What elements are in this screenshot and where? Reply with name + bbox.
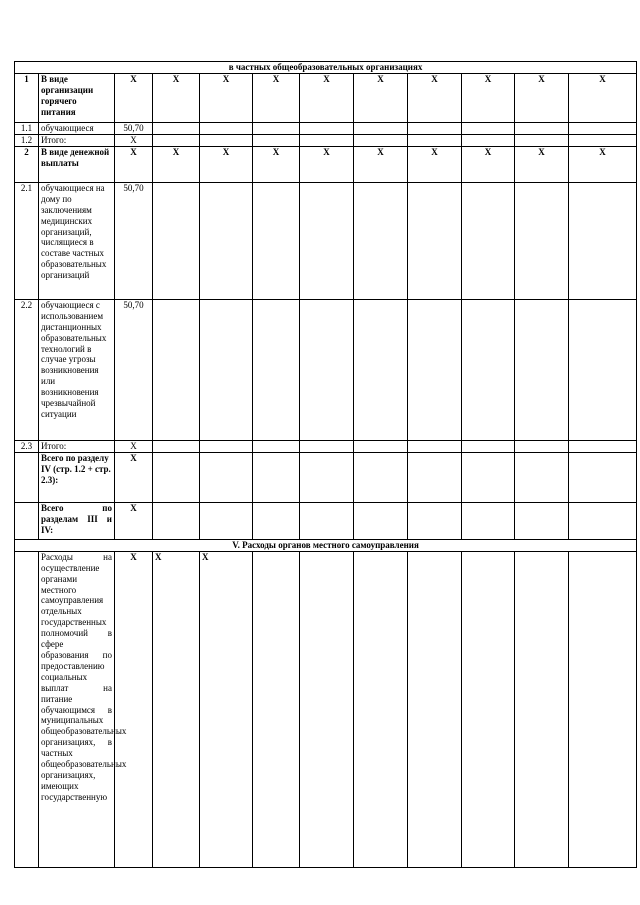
- rate-value: 50,70: [115, 122, 153, 134]
- row-number: 1.2: [15, 134, 39, 146]
- x-mark: Х: [200, 73, 253, 122]
- x-mark: Х: [569, 73, 637, 122]
- row-number: 1.1: [15, 122, 39, 134]
- x-mark: Х: [515, 146, 569, 182]
- row-label: обучающиеся: [39, 122, 115, 134]
- table-row: [15, 299, 637, 440]
- x-mark: Х: [408, 146, 462, 182]
- row-label: В виде организации горячего питания: [39, 73, 115, 122]
- row-label: Итого:: [39, 134, 115, 146]
- x-mark: Х: [115, 452, 153, 502]
- x-mark: Х: [115, 551, 153, 867]
- x-mark: Х: [354, 73, 408, 122]
- row-number: 1: [15, 73, 39, 122]
- table-row: [15, 502, 637, 539]
- x-mark: Х: [153, 73, 200, 122]
- x-mark: Х: [300, 73, 354, 122]
- x-mark: Х: [253, 73, 300, 122]
- row-number: 2.2: [15, 299, 39, 440]
- table-row: [15, 73, 637, 122]
- row-number: 2.1: [15, 182, 39, 299]
- x-mark: Х: [515, 73, 569, 122]
- x-mark: Х: [354, 146, 408, 182]
- x-mark: Х: [253, 146, 300, 182]
- x-mark: Х: [115, 134, 153, 146]
- rate-value: 50,70: [115, 299, 153, 440]
- rate-value: 50,70: [115, 182, 153, 299]
- row-label: Расходы на осуществление органами местного самоуправления отдельных государственных полномочий в сфере образования по предоставлению социальных выплат на питание обучающимся в муниципальных общеобразовательных организациях, в частных общеобразовательных организациях, имеющих государственную: [39, 551, 115, 867]
- row-label: обучающиеся с использованием дистанционных образовательных технологий в случае угрозы возникновения или возникновения чрезвычайной ситуации: [39, 299, 115, 440]
- x-mark: Х: [300, 146, 354, 182]
- x-mark: Х: [462, 73, 515, 122]
- table-row: [15, 134, 637, 146]
- row-number: 2.3: [15, 440, 39, 452]
- x-mark: Х: [569, 146, 637, 182]
- row-label: Итого:: [39, 440, 115, 452]
- x-mark: Х: [153, 551, 200, 867]
- x-mark: Х: [408, 73, 462, 122]
- table-row: [15, 440, 637, 452]
- x-mark: Х: [115, 146, 153, 182]
- table-row: [15, 146, 637, 182]
- section-title-v: V. Расходы органов местного самоуправления: [15, 539, 637, 551]
- x-mark: Х: [115, 502, 153, 539]
- report-table: [14, 61, 637, 868]
- table-row: [15, 452, 637, 502]
- x-mark: Х: [200, 551, 253, 867]
- table-row: [15, 551, 637, 867]
- total-section-iv-label: Всего по разделу IV (стр. 1.2 + стр. 2.3):: [39, 452, 115, 502]
- row-label: В виде денежной выплаты: [39, 146, 115, 182]
- x-mark: Х: [115, 73, 153, 122]
- total-sections-iii-iv-label: Всего по разделам III и IV:: [39, 502, 115, 539]
- table-row: [15, 122, 637, 134]
- row-number: 2: [15, 146, 39, 182]
- x-mark: Х: [153, 146, 200, 182]
- row-label: обучающиеся на дому по заключениям медицинских организаций, числящиеся в составе частных образовательных организаций: [39, 182, 115, 299]
- table-row: [15, 182, 637, 299]
- x-mark: Х: [200, 146, 253, 182]
- x-mark: Х: [115, 440, 153, 452]
- x-mark: Х: [462, 146, 515, 182]
- section-title-private: в частных общеобразовательных организациях: [15, 62, 637, 74]
